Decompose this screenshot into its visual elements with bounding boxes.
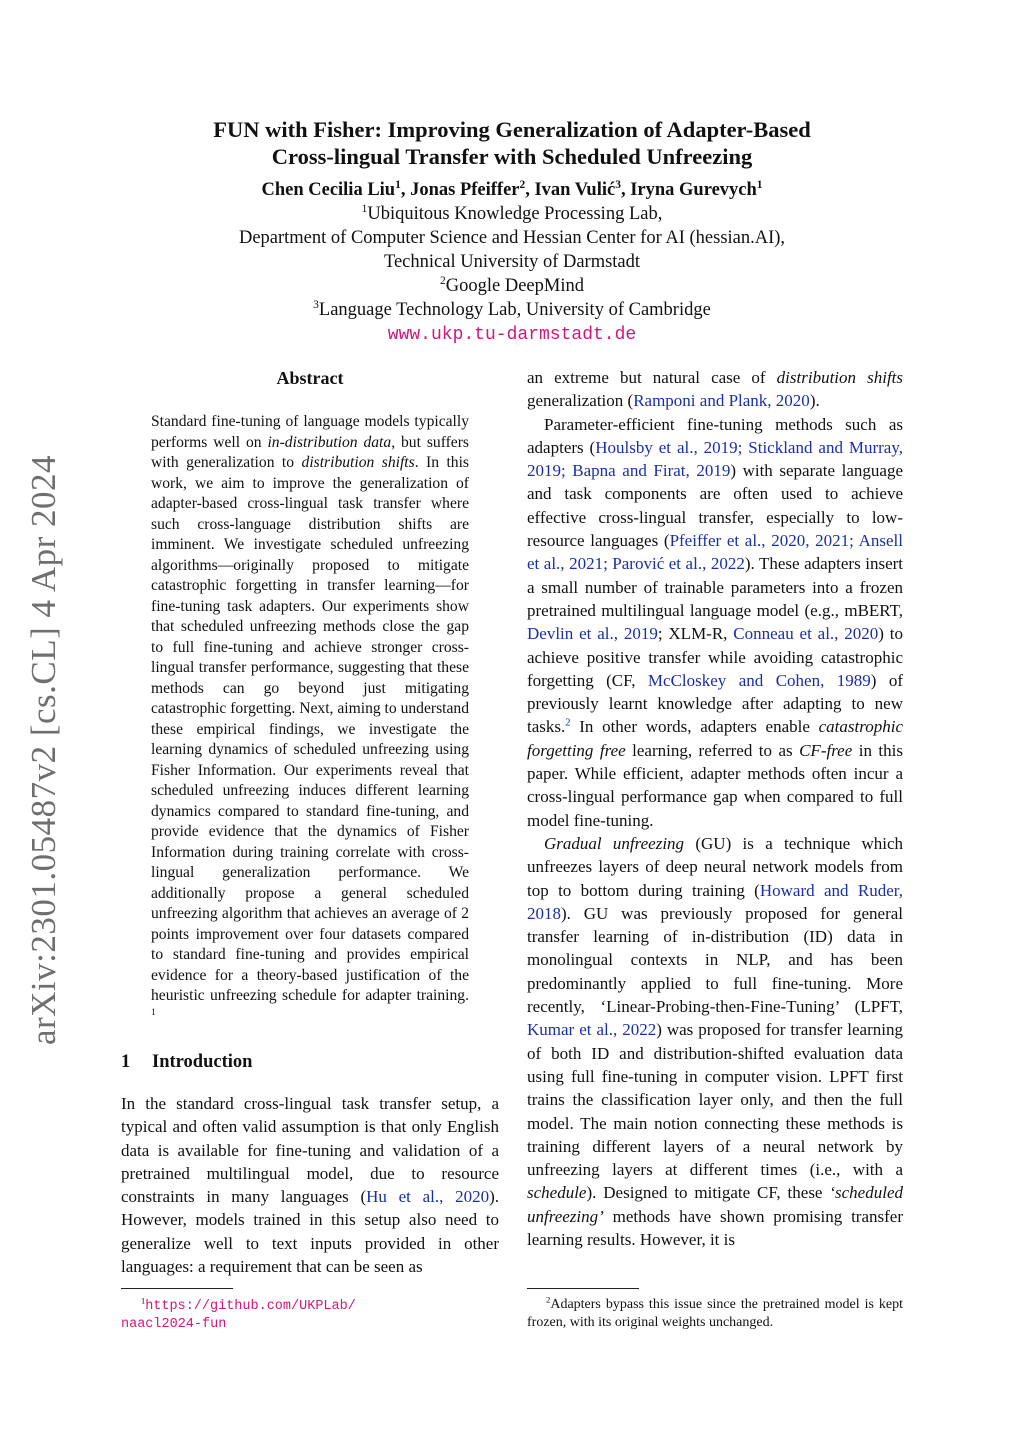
paper-title (0, 116, 1024, 170)
affiliation-1: $^1$Ubiquitous Knowledge Processing Lab, (361, 202, 663, 224)
footnote-rule-left (121, 1288, 233, 1289)
citation-link[interactable]: Kumar et al., 2022 (527, 1020, 657, 1040)
paragraph-continuation: an extreme but natural case of distribution shifts generalization (Ramponi and Plank, 2020). (527, 368, 904, 411)
github-link[interactable]: https://github.com/UKPLab/ (145, 1299, 356, 1314)
author: Ivan Vulić$^3$, (534, 178, 631, 200)
section-heading-introduction: 1 Introduction (121, 1052, 253, 1072)
paragraph-adapters: Parameter-efficient fine-tuning methods such as adapters (Houlsby et al., 2019; Stickland and Murray, 2019; Bapna and Firat, 2019) with separate language and task components are often used to achieve effective cross-lingual transfer, especially to low-resource languages (Pfeiffer et al., 2020, 2021; Ansell et al., 2021; Parović et al., 2022). These adapters insert a small number of trainable parameters into a frozen pretrained multilingual language model (e.g., mBERT, Devlin et al., 2019; XLM-R, Conneau et al., 2020) to achieve positive transfer while avoiding catastrophic forgetting (CF, McCloskey and Cohen, 1989) of previously learnt knowledge after adapting to new tasks.$^2$ In other words, adapters enable catastrophic forgetting free learning, referred to as CF-free in this paper. While efficient, adapter methods often incur a cross-lingual performance gap when compared to full model fine-tuning. (527, 414, 904, 830)
citation-link[interactable]: McCloskey and Cohen, 1989 (647, 670, 871, 690)
abstract-heading: Abstract (276, 368, 344, 388)
citation-link[interactable]: Conneau et al., 2020 (733, 624, 879, 644)
affiliation-1-univ: Technical University of Darmstadt (383, 252, 641, 272)
right-column (527, 366, 903, 1251)
affiliation-3: $^3$Language Technology Lab, University of Cambridge (313, 298, 711, 320)
intro-paragraph: In the standard cross-lingual task transfer setup, a typical and often valid assumption is that only English data is available for fine-tuning and validation of a pretrained multilingual model, due to resource constraints in many languages (Hu et al., 2020). However, models trained in this setup also need to generalize well to text inputs provided in other languages: a requirement that can be seen as (121, 1094, 499, 1277)
citation-link[interactable]: Howard and Ruder, 2018 (527, 880, 904, 923)
citation-link[interactable]: Ramponi and Plank, 2020 (633, 391, 810, 411)
affiliation-1-dept: Department of Computer Science and Hessian Center for AI (hessian.AI), (238, 228, 786, 248)
footnote-1: $^1$https://github.com/UKPLab/ naacl2024-fun (121, 1296, 499, 1334)
citation-link[interactable]: Houlsby et al., 2019; Stickland and Murray, 2019; Bapna and Firat, 2019 (527, 437, 903, 481)
abstract-body: Standard fine-tuning of language models typically performs well on in-distribution data, but suffers with generalization to distribution shifts. In this work, we aim to improve the generalization of adapter-based cross-lingual task transfer where such cross-language distribution shifts are imminent. We investigate scheduled unfreezing algorithms—originally proposed to mitigate catastrophic forgetting in transfer learning—for fine-tuning task adapters. Our experiments show that scheduled unfreezing methods close the gap to full fine-tuning and achieve stronger cross-lingual transfer performance, suggesting that these methods can go beyond just mitigating catastrophic forgetting. Next, aiming to understand these empirical findings, we investigate the learning dynamics of scheduled unfreezing using Fisher Information. Our experiments reveal that scheduled unfreezing induces different learning dynamics compared to standard fine-tuning, and provide evidence that the dynamics of Fisher Information during training correlate with cross-lingual generalization performance. We additionally propose a general scheduled unfreezing algorithm that achieves an average of 2 points improvement over four datasets compared to standard fine-tuning and provides empirical evidence for a theory-based justification of the heuristic unfreezing schedule for adapter training. $^1$ (151, 413, 470, 1018)
footnote-2: $^2$Adapters bypass this issue since the pretrained model is kept frozen, with its original weights unchanged. (527, 1294, 903, 1330)
title-line-2: Cross-lingual Transfer with Scheduled Unfreezing (271, 144, 753, 169)
author: Chen Cecilia Liu$^1$, (261, 178, 411, 200)
citation-link[interactable]: Hu et al., 2020 (366, 1187, 490, 1207)
author-list (0, 178, 1024, 202)
citation-link[interactable]: Pfeiffer et al., 2020, 2021; Ansell et al., 2021; Parović et al., 2022 (527, 531, 903, 574)
title-line-1: FUN with Fisher: Improving Generalization of Adapter-Based (213, 117, 811, 142)
footnote-rule-right (527, 1288, 639, 1289)
paper-header (0, 116, 1024, 348)
arxiv-sidebar-stamp (14, 450, 74, 1050)
citation-link[interactable]: Devlin et al., 2019 (527, 624, 658, 644)
footnote-2-marker[interactable]: 2 (565, 717, 571, 729)
arxiv-id: arXiv:2301.05487v2 [cs.CL] 4 Apr 2024 (24, 454, 63, 1046)
paragraph-gradual-unfreezing: Gradual unfreezing (GU) is a technique which unfreezes layers of deep neural network models from top to bottom during training (Howard and Ruder, 2018). GU was previously proposed for general transfer learning of in-distribution (ID) data in monolingual contexts in NLP, and has been predominantly applied to full fine-tuning. More recently, ‘Linear-Probing-then-Fine-Tuning’ (LPFT, Kumar et al., 2022) was proposed for transfer learning of both ID and distribution-shifted evaluation data using full fine-tuning in computer vision. LPFT first trains the classification layer only, and then the full model. The main notion connecting these methods is training different layers of a neural network by unfreezing layers at different times (i.e., with a schedule). Designed to mitigate CF, these ‘scheduled unfreezing’ methods have shown promising transfer learning results. However, it is (527, 833, 904, 1249)
author: Jonas Pfeiffer$^2$, (410, 178, 535, 200)
lab-url-link[interactable]: www.ukp.tu-darmstadt.de (387, 325, 637, 345)
author: Iryna Gurevych$^1$ (630, 178, 763, 200)
github-link-cont[interactable]: naacl2024-fun (121, 1317, 227, 1332)
affiliation-2: $^2$Google DeepMind (440, 274, 584, 296)
footnote-1-marker[interactable]: 1 (151, 1006, 156, 1018)
